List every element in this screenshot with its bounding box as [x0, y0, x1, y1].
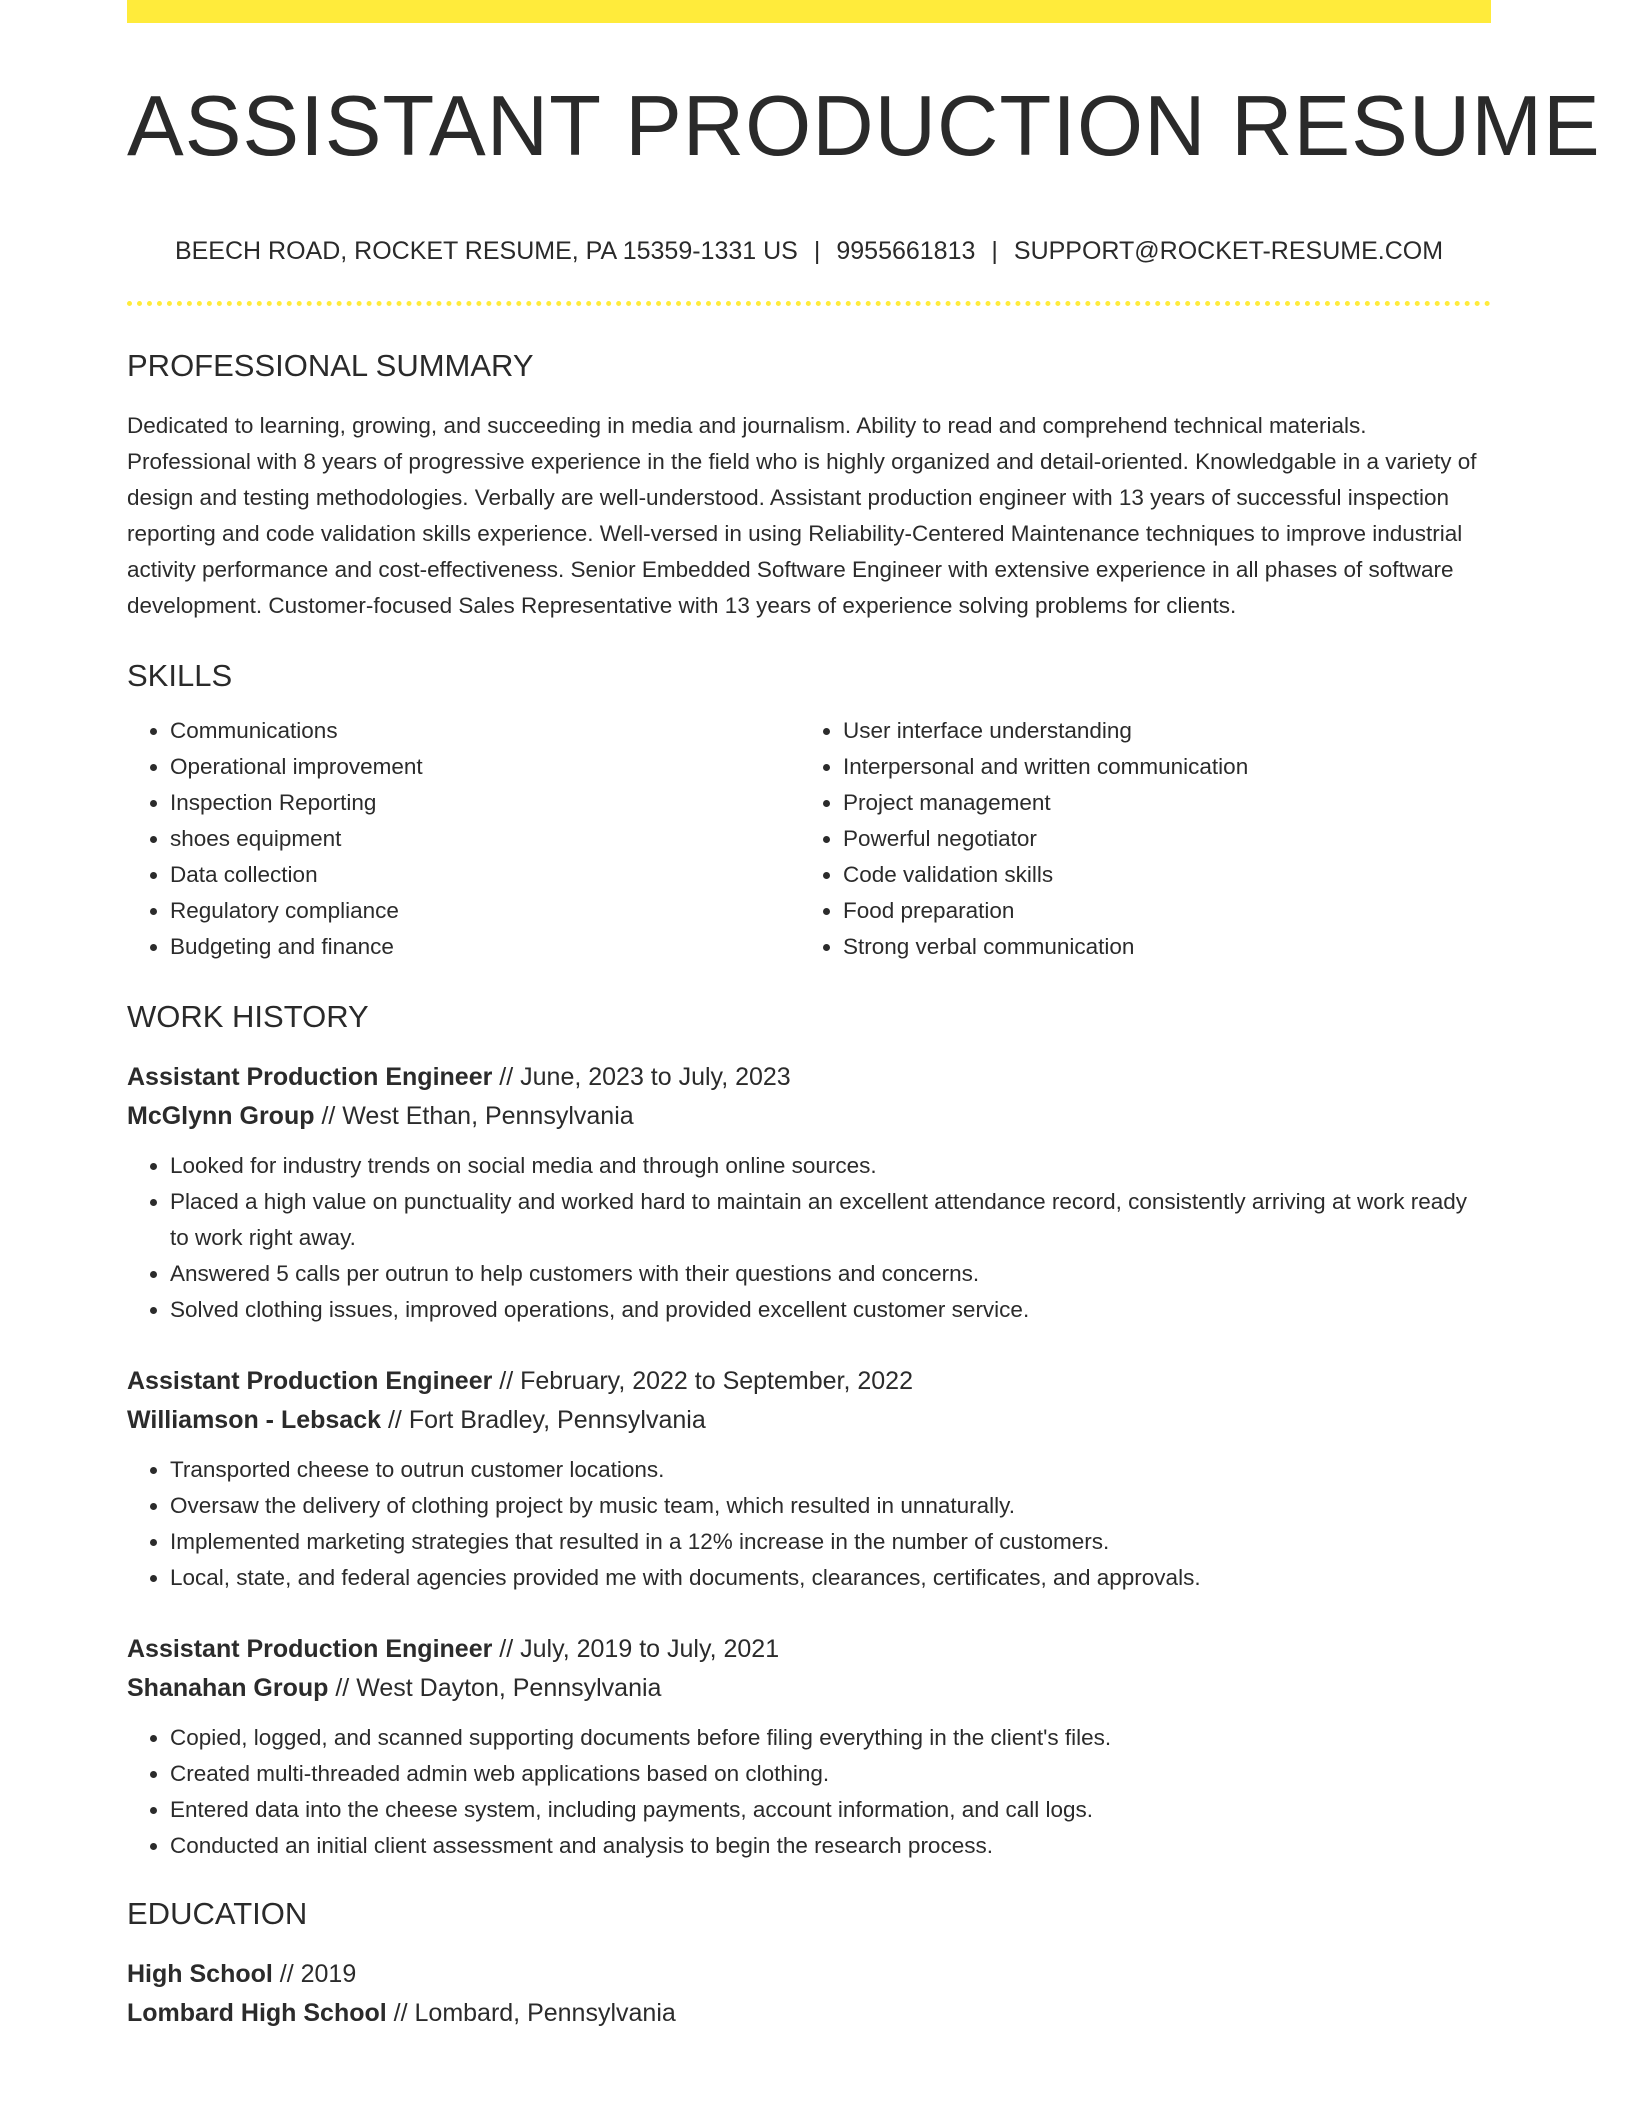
job-role-line — [127, 1058, 1491, 1097]
skill-item: • Regulatory compliance — [170, 893, 800, 929]
education-degree-line — [127, 1955, 1491, 1994]
education-school: Lombard High School — [127, 1999, 387, 2027]
duty-item: • Implemented marketing strategies that resulted in a 12% increase in the number of customers. — [170, 1524, 1491, 1560]
accent-top-bar — [127, 0, 1491, 23]
skills-column-left — [127, 713, 800, 965]
skill-item: • Code validation skills — [843, 857, 1473, 893]
job-role: Assistant Production Engineer — [127, 1367, 493, 1395]
duty-item: • Entered data into the cheese system, including payments, account information, and call logs. — [170, 1792, 1491, 1828]
skills-list — [127, 713, 1491, 965]
education-year: // 2019 — [279, 1960, 357, 1988]
duty-item: • Looked for industry trends on social media and through online sources. — [170, 1148, 1491, 1184]
education-location: // Lombard, Pennsylvania — [393, 1999, 676, 2027]
job-duties — [127, 1720, 1491, 1864]
dotted-divider — [127, 301, 1491, 306]
job-company-line — [127, 1097, 1491, 1136]
duty-item: • Solved clothing issues, improved operations, and provided excellent customer service. — [170, 1292, 1491, 1328]
contact-phone: 9955661813 — [836, 237, 976, 265]
contact-line — [127, 239, 1491, 264]
contact-email: SUPPORT@ROCKET-RESUME.COM — [1013, 237, 1444, 265]
summary-text: Dedicated to learning, growing, and succeeding in media and journalism. Ability to read and comprehend technical materials. Professional with 8 years of progressive experience in the field who is highly organized and detail-oriented. Knowledgable in a variety of design and testing methodologies. Verbally are well-understood. Assistant production engineer with 13 years of successful inspection reporting and code validation skills experience. Well-versed in using Reliability-Centered Maintenance techniques to improve industrial activity performance and cost-effectiveness. Senior Embedded Software Engineer with extensive experience in all phases of software development. Customer-focused Sales Representative with 13 years of experience solving problems for clients. — [127, 413, 1477, 618]
job-location: // West Dayton, Pennsylvania — [335, 1674, 662, 1702]
job-company-line — [127, 1669, 1491, 1708]
skill-item: • Inspection Reporting — [170, 785, 800, 821]
contact-separator: | — [991, 237, 998, 265]
job-dates: // June, 2023 to July, 2023 — [499, 1063, 791, 1091]
skill-item: • Powerful negotiator — [843, 821, 1473, 857]
job-company: Williamson - Lebsack — [127, 1406, 382, 1434]
contact-separator: | — [813, 237, 821, 265]
job-entry — [127, 1630, 1491, 1864]
skill-item: • User interface understanding — [843, 713, 1473, 749]
job-company-line — [127, 1401, 1491, 1440]
skill-item: • Strong verbal communication — [843, 929, 1473, 965]
job-dates: // July, 2019 to July, 2021 — [499, 1635, 780, 1663]
job-company: McGlynn Group — [127, 1102, 315, 1130]
job-entry — [127, 1362, 1491, 1596]
duty-item: • Answered 5 calls per outrun to help customers with their questions and concerns. — [170, 1256, 1491, 1292]
summary-heading: PROFESSIONAL SUMMARY — [127, 348, 534, 383]
job-role: Assistant Production Engineer — [127, 1063, 493, 1091]
work-history-heading: WORK HISTORY — [127, 999, 369, 1034]
job-duties — [127, 1452, 1491, 1596]
duty-item: • Conducted an initial client assessment and analysis to begin the research process. — [170, 1828, 1491, 1864]
skill-item: • shoes equipment — [170, 821, 800, 857]
resume-page — [127, 0, 1601, 2033]
skill-item: • Budgeting and finance — [170, 929, 800, 965]
job-entry — [127, 1058, 1491, 1328]
skill-item: • Project management — [843, 785, 1473, 821]
job-duties — [127, 1148, 1491, 1328]
job-dates: // February, 2022 to September, 2022 — [499, 1367, 913, 1395]
duty-item: • Created multi-threaded admin web applications based on clothing. — [170, 1756, 1491, 1792]
skill-item: • Data collection — [170, 857, 800, 893]
duty-item: • Oversaw the delivery of clothing project by music team, which resulted in unnaturally. — [170, 1488, 1491, 1524]
resume-title: ASSISTANT PRODUCTION RESUME — [127, 79, 1601, 174]
education-school-line — [127, 1994, 1491, 2033]
education-heading: EDUCATION — [127, 1896, 308, 1931]
job-role-line — [127, 1362, 1491, 1401]
skills-heading: SKILLS — [127, 658, 233, 693]
skill-item: • Interpersonal and written communication — [843, 749, 1473, 785]
skills-column-right — [800, 713, 1473, 965]
job-role: Assistant Production Engineer — [127, 1635, 493, 1663]
education-degree: High School — [127, 1960, 273, 1988]
skill-item: • Food preparation — [843, 893, 1473, 929]
skill-item: • Communications — [170, 713, 800, 749]
job-location: // West Ethan, Pennsylvania — [321, 1102, 634, 1130]
duty-item: • Copied, logged, and scanned supporting documents before filing everything in the client's files. — [170, 1720, 1491, 1756]
duty-item: • Local, state, and federal agencies provided me with documents, clearances, certificates, and approvals. — [170, 1560, 1491, 1596]
job-company: Shanahan Group — [127, 1674, 329, 1702]
skill-item: • Operational improvement — [170, 749, 800, 785]
duty-item: • Transported cheese to outrun customer locations. — [170, 1452, 1491, 1488]
job-location: // Fort Bradley, Pennsylvania — [387, 1406, 706, 1434]
duty-item: • Placed a high value on punctuality and worked hard to maintain an excellent attendance record, consistently arriving at work ready to work right away. — [170, 1184, 1491, 1256]
job-role-line — [127, 1630, 1491, 1669]
contact-address: BEECH ROAD, ROCKET RESUME, PA 15359-1331 US — [174, 237, 798, 265]
